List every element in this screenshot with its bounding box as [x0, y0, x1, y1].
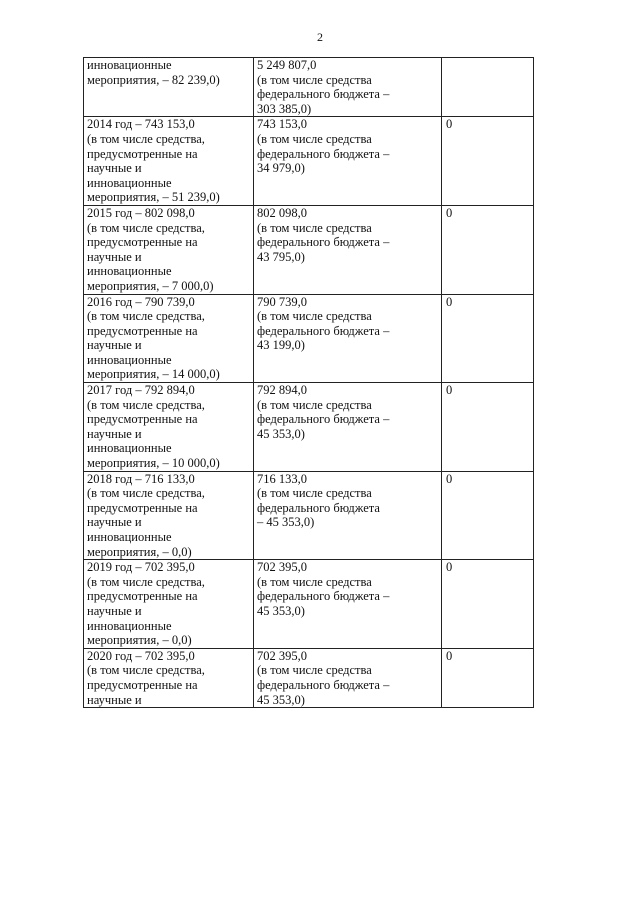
cell-year-total [84, 471, 254, 560]
cell-line: предусмотренные на [87, 146, 198, 161]
cell-line: инновационные [87, 58, 172, 72]
cell-line: федерального бюджета – [257, 87, 390, 102]
cell-line: федерального бюджета – [257, 412, 390, 427]
cell-line: инновационные [87, 618, 172, 633]
cell-line: 2017 год – 792 894,0 [87, 383, 195, 398]
cell-line: (в том числе средства [257, 309, 372, 324]
table-row [84, 205, 534, 294]
cell-year-total [84, 560, 254, 649]
cell-line: 45 353,0) [257, 603, 305, 618]
cell-line: федерального бюджета – [257, 589, 390, 604]
cell-line: 802 098,0 [257, 205, 307, 220]
cell-line: 5 249 807,0 [257, 58, 317, 72]
page-number: 2 [317, 30, 323, 44]
table-row [84, 560, 534, 649]
cell-line: (в том числе средства [257, 663, 372, 678]
cell-line: – 45 353,0) [257, 515, 315, 530]
cell-line: 2020 год – 702 395,0 [87, 648, 195, 663]
cell-line: 2019 год – 702 395,0 [87, 560, 195, 575]
table-row [84, 117, 534, 206]
cell-line: научные и [87, 603, 142, 618]
cell-line: научные и [87, 692, 142, 707]
cell-line: научные и [87, 515, 142, 530]
cell-line: 790 739,0 [257, 294, 307, 309]
cell-line: 2018 год – 716 133,0 [87, 471, 195, 486]
cell-line: инновационные [87, 352, 172, 367]
cell-source-total [254, 205, 442, 294]
cell-line: (в том числе средства, [87, 309, 205, 324]
cell-line: 2014 год – 743 153,0 [87, 117, 195, 132]
cell-line: 303 385,0) [257, 101, 312, 116]
cell-other-source [442, 383, 534, 472]
cell-line: инновационные [87, 441, 172, 456]
cell-line: мероприятия, – 0,0) [87, 633, 192, 648]
cell-source-total [254, 58, 442, 117]
cell-line: 0 [446, 471, 453, 486]
cell-line: (в том числе средства [257, 72, 372, 87]
cell-line: (в том числе средства [257, 220, 372, 235]
cell-line: научные и [87, 338, 142, 353]
cell-source-total [254, 383, 442, 472]
cell-year-total [84, 58, 254, 117]
cell-line: федерального бюджета – [257, 677, 390, 692]
cell-line: федерального бюджета [257, 500, 380, 515]
cell-line: 792 894,0 [257, 383, 307, 398]
cell-source-total [254, 117, 442, 206]
cell-line: 0 [446, 560, 453, 575]
cell-line: предусмотренные на [87, 500, 198, 515]
cell-line: (в том числе средства [257, 397, 372, 412]
cell-source-total [254, 471, 442, 560]
cell-line: предусмотренные на [87, 412, 198, 427]
table-row [84, 648, 534, 707]
cell-year-total [84, 205, 254, 294]
cell-line: (в том числе средства, [87, 131, 205, 146]
table-row [84, 383, 534, 472]
cell-line: (в том числе средства [257, 486, 372, 501]
cell-line: (в том числе средства [257, 131, 372, 146]
cell-line: мероприятия, – 51 239,0) [87, 190, 220, 205]
cell-other-source [442, 58, 534, 117]
table-row [84, 294, 534, 383]
cell-line: (в том числе средства, [87, 220, 205, 235]
cell-source-total [254, 560, 442, 649]
cell-line: 43 199,0) [257, 338, 305, 353]
cell-line: мероприятия, – 0,0) [87, 544, 192, 559]
cell-line: 716 133,0 [257, 471, 307, 486]
cell-other-source [442, 117, 534, 206]
cell-line: 2016 год – 790 739,0 [87, 294, 195, 309]
cell-year-total [84, 383, 254, 472]
cell-line: федерального бюджета – [257, 323, 390, 338]
cell-line: (в том числе средства, [87, 574, 205, 589]
cell-line: 702 395,0 [257, 560, 307, 575]
cell-line: 702 395,0 [257, 648, 307, 663]
cell-line: мероприятия, – 10 000,0) [87, 456, 220, 471]
cell-line: предусмотренные на [87, 589, 198, 604]
cell-line: предусмотренные на [87, 323, 198, 338]
cell-other-source [442, 560, 534, 649]
cell-line: 0 [446, 294, 453, 309]
cell-line: 743 153,0 [257, 117, 307, 132]
cell-line: (в том числе средства, [87, 397, 205, 412]
cell-other-source [442, 205, 534, 294]
cell-line: 2015 год – 802 098,0 [87, 205, 195, 220]
cell-other-source [442, 471, 534, 560]
cell-year-total [84, 294, 254, 383]
cell-line: 34 979,0) [257, 161, 305, 176]
table-row [84, 58, 534, 117]
cell-line: 0 [446, 648, 453, 663]
cell-line: 0 [446, 205, 453, 220]
cell-line: (в том числе средства, [87, 486, 205, 501]
cell-line: научные и [87, 426, 142, 441]
cell-year-total [84, 117, 254, 206]
table-row [84, 471, 534, 560]
cell-line: 45 353,0) [257, 692, 305, 707]
cell-line: инновационные [87, 175, 172, 190]
cell-source-total [254, 294, 442, 383]
cell-source-total [254, 648, 442, 707]
cell-line: мероприятия, – 7 000,0) [87, 278, 214, 293]
cell-other-source [442, 294, 534, 383]
cell-line: мероприятия, – 14 000,0) [87, 367, 220, 382]
cell-line: инновационные [87, 264, 172, 279]
cell-line: инновационные [87, 530, 172, 544]
cell-line: 45 353,0) [257, 426, 305, 441]
cell-line: 43 795,0) [257, 249, 305, 264]
cell-line: научные и [87, 249, 142, 264]
cell-line: мероприятия, – 82 239,0) [87, 72, 220, 87]
cell-line: 0 [446, 117, 453, 132]
cell-other-source [442, 648, 534, 707]
cell-line: федерального бюджета – [257, 146, 390, 161]
cell-line: 0 [446, 383, 453, 398]
budget-table [83, 57, 534, 708]
cell-line: предусмотренные на [87, 677, 198, 692]
cell-line: (в том числе средства [257, 574, 372, 589]
cell-line: научные и [87, 161, 142, 176]
cell-line: федерального бюджета – [257, 235, 390, 250]
cell-line: (в том числе средства, [87, 663, 205, 678]
cell-line: предусмотренные на [87, 235, 198, 250]
cell-year-total [84, 648, 254, 707]
